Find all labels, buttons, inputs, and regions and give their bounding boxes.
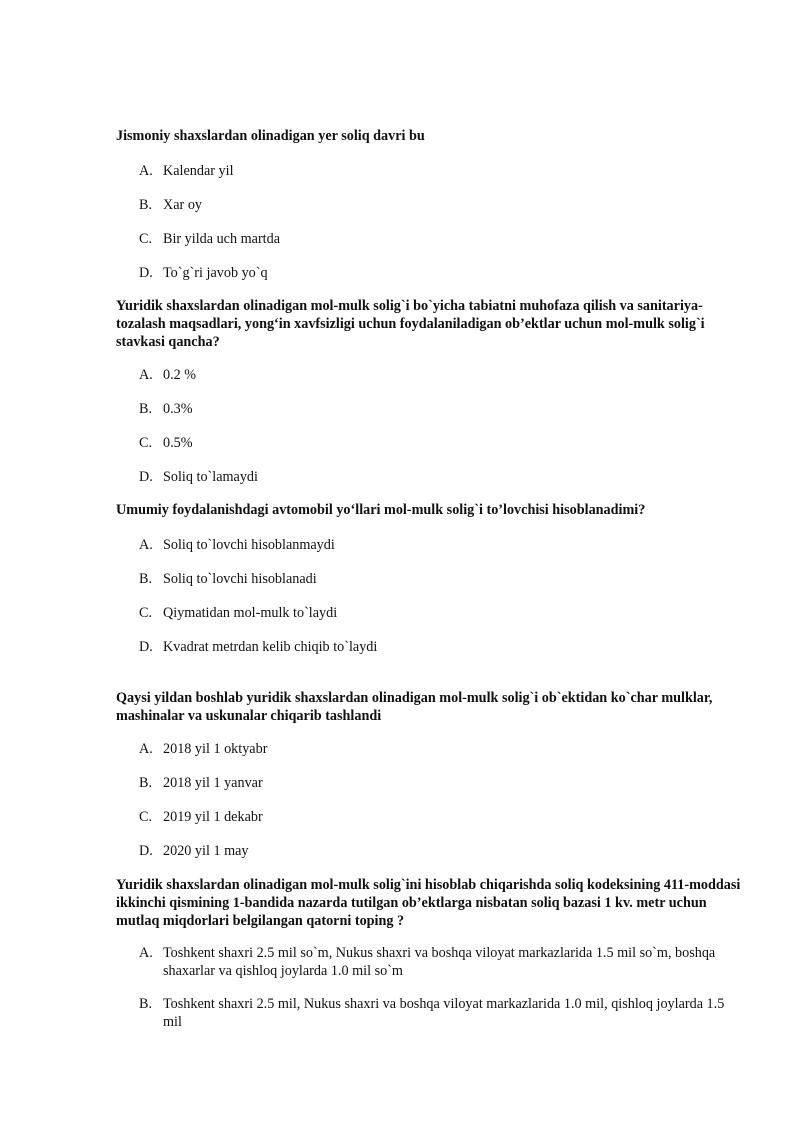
question-1-option-a [139,162,749,180]
option-letter: B. [139,775,153,791]
question-4-text: Qaysi yildan boshlab yuridik shaxslardan olinadigan mol-mulk solig`i ob`ektidan ko`char mulklar, mashinalar va uskunalar chiqarib tashlandi [116,690,713,724]
question-2-option-b [139,400,749,418]
option-letter: C. [139,435,153,451]
question-5-text: Yuridik shaxslardan olinadigan mol-mulk solig`ini hisoblab chiqarishda soliq kodeksining 411-moddasi ikkinchi qismining 1-bandida nazarda tutilgan ob’ektlarga nisbatan soliq bazasi 1 kv. metr uchun mutlaq miqdorlari belgilangan qatorni toping ? [116,877,741,929]
question-1-option-c [139,230,749,248]
question-3-text: Umumiy foydalanishdagi avtomobil yo‘llari mol-mulk solig`i to’lovchisi hisoblanadimi? [116,502,646,518]
option-text: Kvadrat metrdan kelib chiqib to`laydi [163,639,378,655]
question-1-option-b [139,196,749,214]
question-5-option-a [139,944,749,980]
option-letter: A. [139,945,153,961]
question-2-option-d [139,468,749,486]
question-4-option-a [139,740,749,758]
option-letter: D. [139,469,153,485]
question-2-text: Yuridik shaxslardan olinadigan mol-mulk solig`i bo`yicha tabiatni muhofaza qilish va sanitariya-tozalash maqsadlari, yong‘in xavfsizligi uchun foydalaniladigan ob’ektlar uchun mol-mulk solig`i stavkasi qancha? [116,298,705,350]
option-letter: B. [139,571,153,587]
option-text: 2019 yil 1 dekabr [163,809,263,825]
question-3-option-b [139,570,749,588]
question-2-option-a [139,366,749,384]
option-letter: B. [139,401,153,417]
option-letter: C. [139,231,153,247]
option-text: Toshkent shaxri 2.5 mil so`m, Nukus shaxri va boshqa viloyat markazlarida 1.5 mil so`m, boshqa shaxarlar va qishloq joylarda 1.0 mil so`m [163,945,716,979]
question-3-option-a [139,536,749,554]
option-text: 2020 yil 1 may [163,843,249,859]
question-3-option-c [139,604,749,622]
option-text: 2018 yil 1 oktyabr [163,741,268,757]
question-2-option-c [139,434,749,452]
option-text: 0.3% [163,401,193,417]
option-letter: B. [139,197,153,213]
question-4-option-d [139,842,749,860]
option-text: Soliq to`lovchi hisoblanadi [163,571,317,587]
option-text: Qiymatidan mol-mulk to`laydi [163,605,338,621]
option-text: 2018 yil 1 yanvar [163,775,263,791]
option-letter: A. [139,367,153,383]
option-letter: D. [139,639,153,655]
option-text: Toshkent shaxri 2.5 mil, Nukus shaxri va boshqa viloyat markazlarida 1.0 mil, qishloq joylarda 1.5 mil [163,996,725,1030]
option-letter: C. [139,809,153,825]
question-4-option-c [139,808,749,826]
option-text: 0.5% [163,435,193,451]
option-text: To`g`ri javob yo`q [163,265,268,281]
option-letter: A. [139,741,153,757]
question-1-option-d [139,264,749,282]
question-5-option-b [139,995,749,1031]
question-4-option-b [139,774,749,792]
option-letter: D. [139,265,153,281]
question-3-option-d [139,638,749,656]
option-letter: D. [139,843,153,859]
option-text: Soliq to`lamaydi [163,469,258,485]
option-text: Xar oy [163,197,203,213]
option-text: Soliq to`lovchi hisoblanmaydi [163,537,335,553]
option-letter: B. [139,996,153,1012]
option-text: Kalendar yil [163,163,234,179]
option-letter: A. [139,537,153,553]
question-1-text: Jismoniy shaxslardan olinadigan yer soliq davri bu [116,128,425,144]
option-letter: C. [139,605,153,621]
option-text: Bir yilda uch martda [163,231,281,247]
option-letter: A. [139,163,153,179]
option-text: 0.2 % [163,367,197,383]
